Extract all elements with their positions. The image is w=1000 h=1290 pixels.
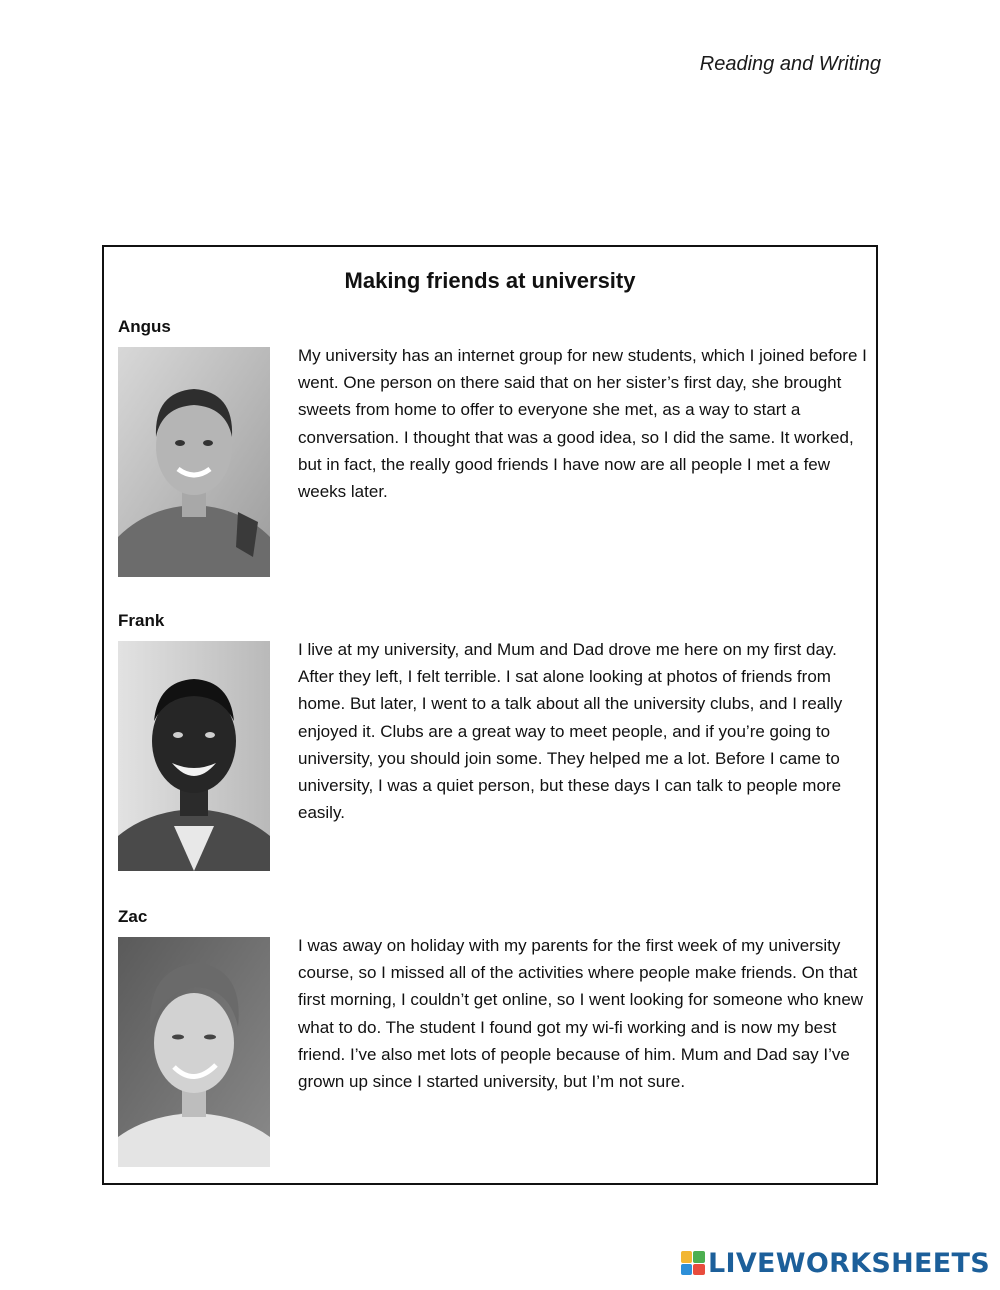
brand-mark-tile xyxy=(681,1251,693,1263)
portrait-photo xyxy=(118,937,270,1167)
profile-text: I was away on holiday with my parents for the first week of my university course, so I missed all of the activities where people make friends. On that first morning, I couldn’t get online, so I went looking for someone who knew what to do. The student I found got my wi-fi working and is now my best friend. I’ve also met lots of people because of him. Mum and Dad say I’ve grown up since I started university, but I’m not sure. xyxy=(298,936,864,1092)
profile-name: Angus xyxy=(118,317,171,336)
brand-mark-tile xyxy=(693,1264,705,1276)
article-box xyxy=(102,245,878,1185)
portrait-photo xyxy=(118,641,270,871)
section-label: Reading and Writing xyxy=(699,53,881,75)
brand-mark-tile xyxy=(693,1251,705,1263)
portrait-photo xyxy=(118,347,270,577)
profile-text: I live at my university, and Mum and Dad drove me here on my first day. After they left, I felt terrible. I sat alone looking at photos of friends from home. But later, I went to a talk about all the university clubs, and I really enjoyed it. Clubs are a great way to meet people, and if you’re going to university, you should join some. They helped me a lot. Before I came to university, I was a quiet person, but these days I can talk to people more easily. xyxy=(298,640,843,823)
article-title: Making friends at university xyxy=(344,268,636,293)
brand-mark-tile xyxy=(681,1264,693,1276)
brand-name: LIVEWORKSHEETS xyxy=(707,1247,990,1279)
profile-text: My university has an internet group for new students, which I joined before I went. One person on there said that on her sister’s first day, she brought sweets from home to offer to everyone she met, as a way to start a conversation. I thought that was a good idea, so I did the same. It worked, but in fact, the really good friends I have now are all people I met a few weeks later. xyxy=(298,346,867,502)
brand-mark-icon xyxy=(681,1251,705,1275)
profile-name: Frank xyxy=(118,611,165,630)
liveworksheets-logo[interactable] xyxy=(681,1248,990,1278)
profile-name: Zac xyxy=(118,907,148,926)
